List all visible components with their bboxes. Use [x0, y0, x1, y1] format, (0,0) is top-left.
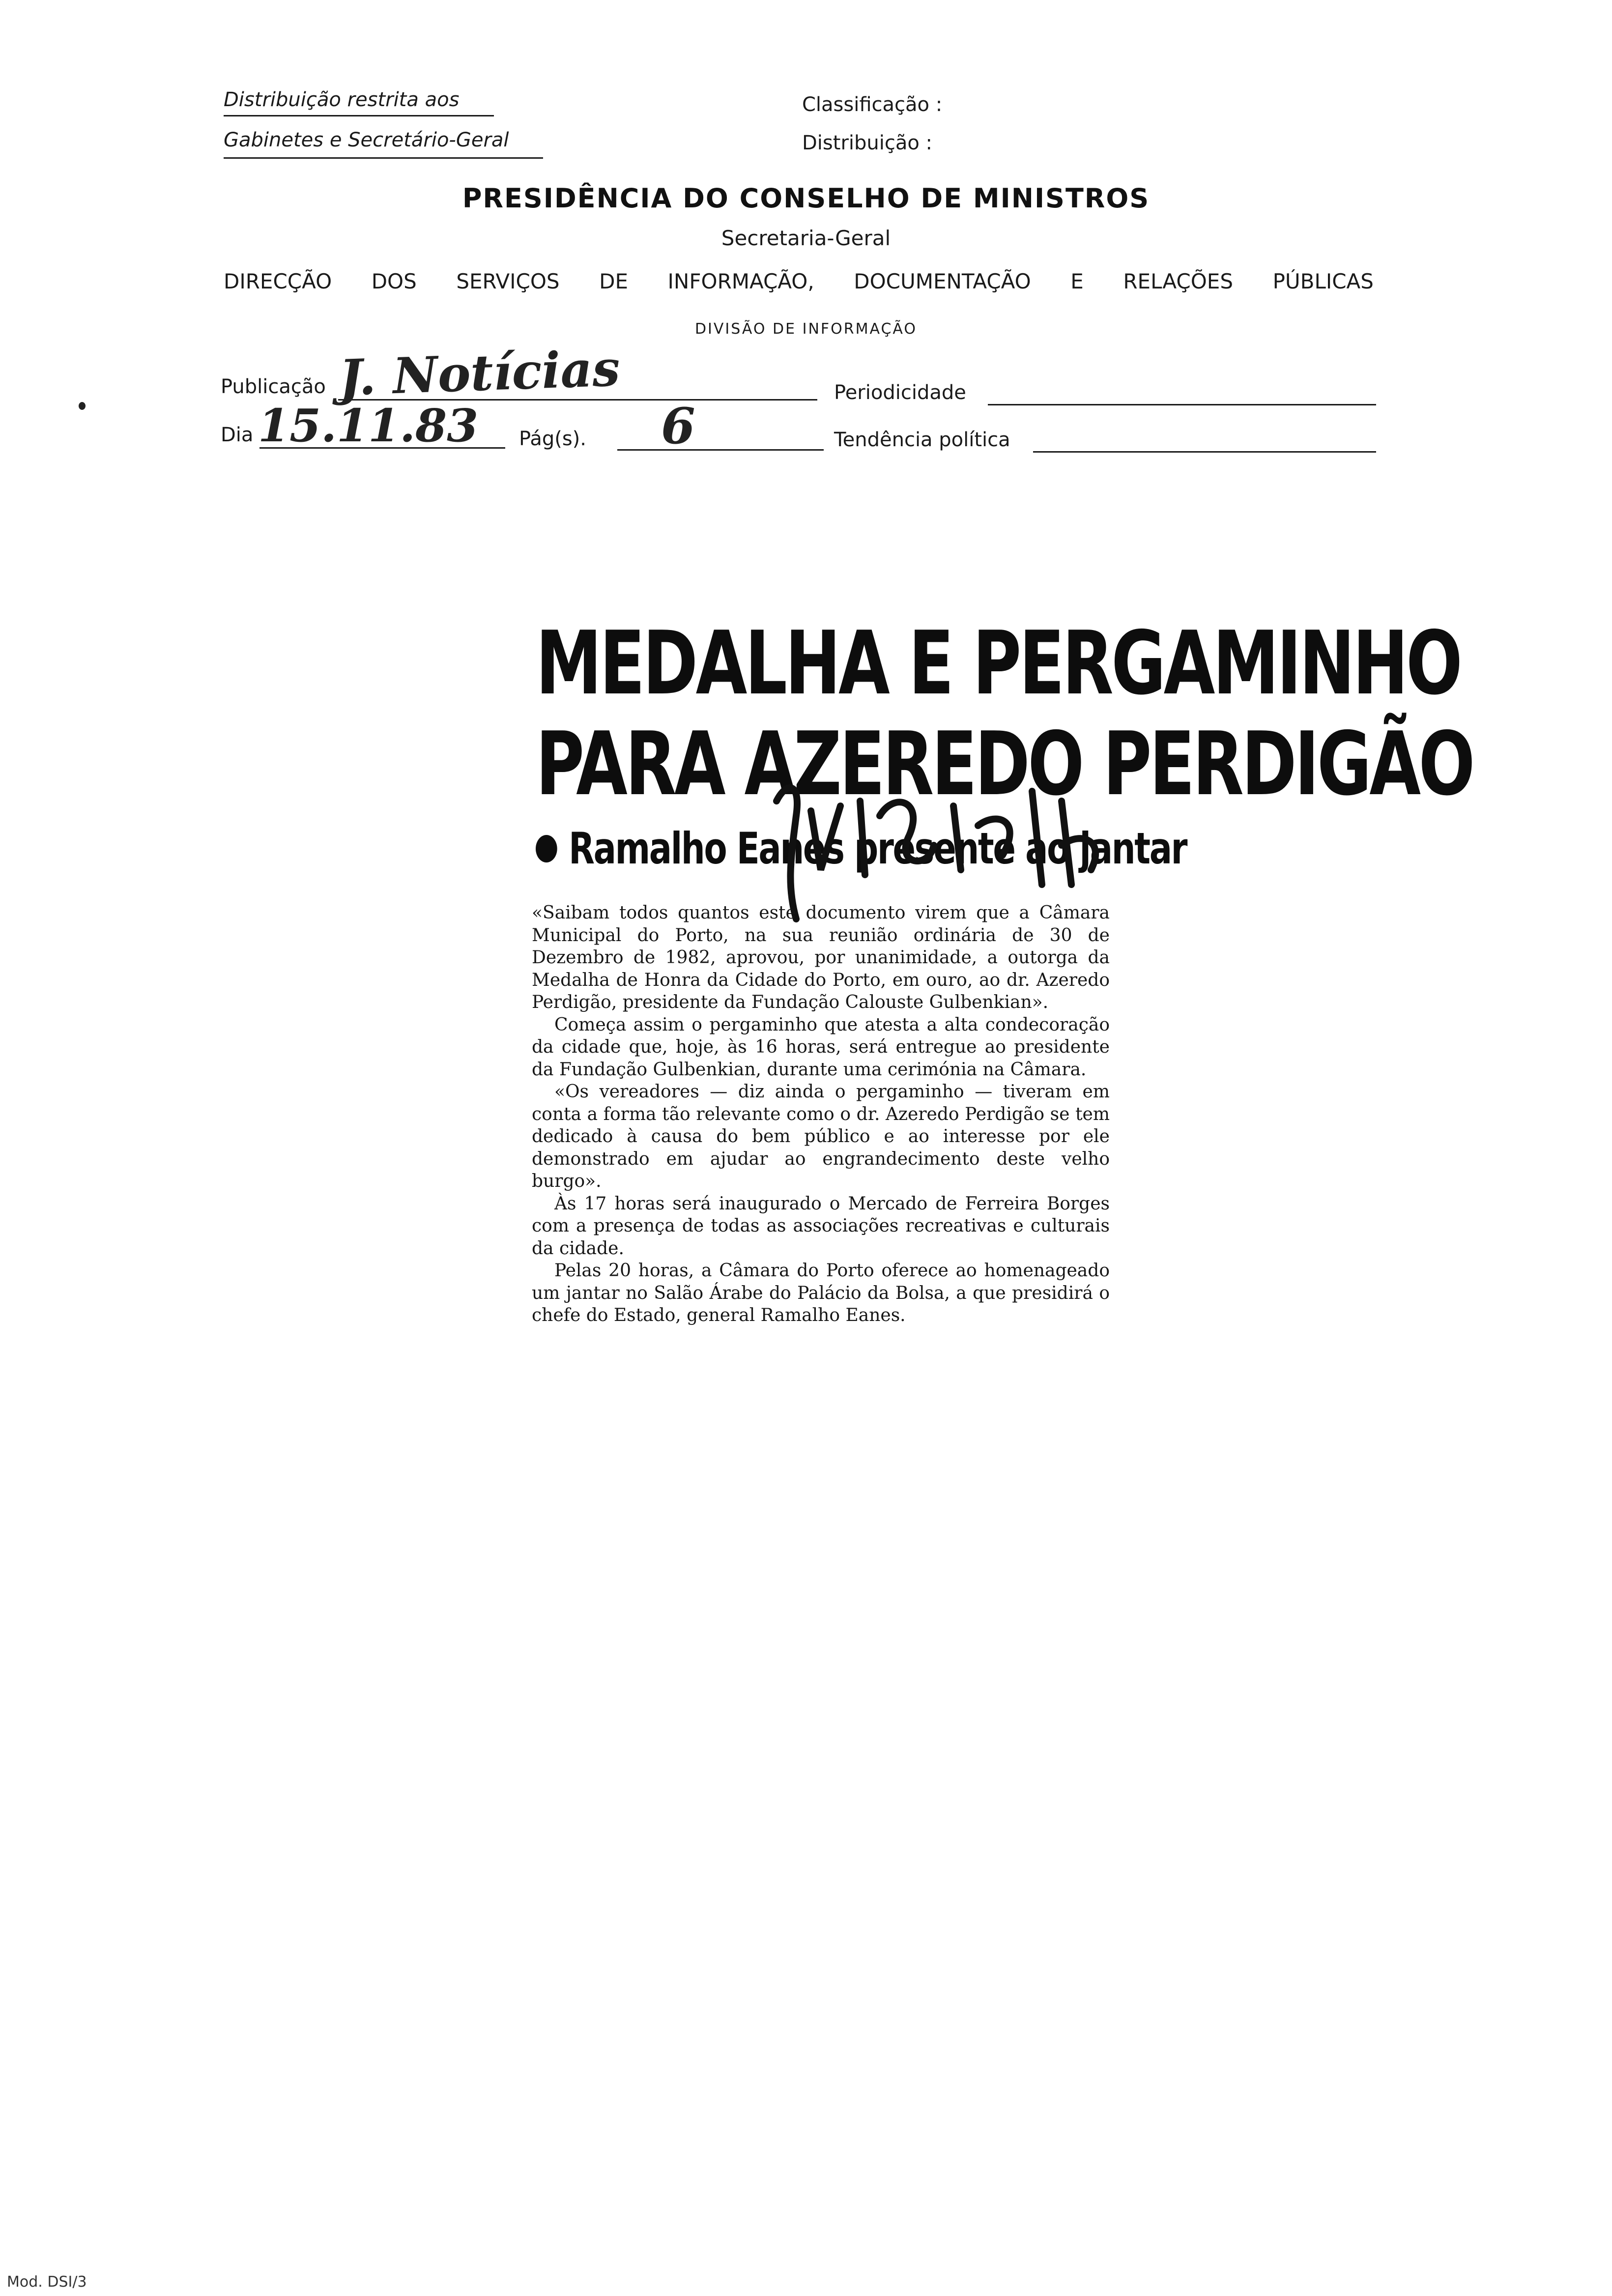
pages-fill-line — [617, 449, 824, 451]
day-handwritten-value: 15.11.83 — [258, 399, 479, 452]
article-paragraph: «Os vereadores — diz ainda o pergaminho — tiveram em conta a forma tão relevante como o dr. Azeredo Perdigão se tem dedicado à causa do bem público e ao interesse por ele demonstrado em ajudar ao engrandecimento deste velho burgo». — [532, 1082, 1110, 1191]
article-headline-line2: PARA AZEREDO PERDIGÃO — [536, 713, 1473, 815]
distribution-restricted-line1: Distribuição restrita aos — [224, 88, 460, 111]
distribution-restricted-line2: Gabinetes e Secretário-Geral — [224, 129, 509, 151]
scan-dot-mark — [79, 402, 86, 410]
article-paragraph: Pelas 20 horas, a Câmara do Porto oferece ao homenageado um jantar no Salão Árabe do Palácio da Bolsa, a que presidirá o chefe do Estado, general Ramalho Eanes. — [532, 1261, 1110, 1325]
article-subheadline — [536, 823, 1186, 874]
pages-label: Pág(s). — [519, 428, 586, 450]
form-code: Mod. DSI/3 — [7, 2273, 87, 2291]
article-paragraph: Às 17 horas será inaugurado o Mercado de Ferreira Borges com a presença de todas as associações recreativas e culturais da cidade. — [532, 1193, 1110, 1259]
day-label: Dia — [221, 424, 254, 446]
directorate-word: SERVIÇOS — [456, 269, 560, 293]
pages-handwritten-value: 6 — [661, 397, 695, 455]
article-headline-line1: MEDALHA E PERGAMINHO — [536, 612, 1461, 714]
article-paragraph: «Saibam todos quantos este documento virem que a Câmara Municipal do Porto, na sua reunião ordinária de 30 de Dezembro de 1982, aprovou, por unanimidade, a outorga da Medalha de Honra da Cidade do Porto, em ouro, ao dr. Azeredo Perdigão, presidente da Fundação Calouste Gulbenkian». — [532, 903, 1110, 1012]
directorate-word: PÚBLICAS — [1272, 269, 1374, 293]
distribution-label: Distribuição : — [802, 132, 933, 154]
political-tendency-fill-line — [1033, 451, 1376, 453]
periodicity-fill-line — [988, 404, 1376, 405]
article-body — [532, 902, 1110, 1327]
directorate-word: INFORMAÇÃO, — [667, 269, 814, 293]
directorate-title — [224, 269, 1374, 293]
directorate-word: RELAÇÕES — [1123, 269, 1234, 293]
publication-handwritten-value: J. Notícias — [338, 339, 621, 407]
directorate-word: DOCUMENTAÇÃO — [854, 269, 1031, 293]
article-paragraph: Começa assim o pergaminho que atesta a alta condecoração da cidade que, hoje, às 16 horas, será entregue ao presidente da Fundação Gulbenkian, durante uma cerimónia na Câmara. — [532, 1014, 1110, 1080]
directorate-word: DOS — [371, 269, 417, 293]
classification-label: Classificação : — [802, 93, 943, 116]
directorate-word: DIRECÇÃO — [224, 269, 332, 293]
subheadline-text: Ramalho Eanes presente ao jantar — [569, 823, 1187, 874]
periodicity-label: Periodicidade — [834, 381, 966, 404]
secretariat-title: Secretaria-Geral — [721, 226, 891, 250]
distribution-underline-2 — [224, 157, 543, 159]
directorate-word: DE — [599, 269, 628, 293]
directorate-word: E — [1070, 269, 1084, 293]
distribution-underline-1 — [224, 115, 494, 116]
division-title: DIVISÃO DE INFORMAÇÃO — [694, 320, 918, 338]
presidency-title: PRESIDÊNCIA DO CONSELHO DE MINISTROS — [462, 183, 1150, 214]
bullet-icon — [536, 835, 557, 862]
political-tendency-label: Tendência política — [834, 429, 1010, 451]
publication-label: Publicação — [221, 375, 326, 398]
